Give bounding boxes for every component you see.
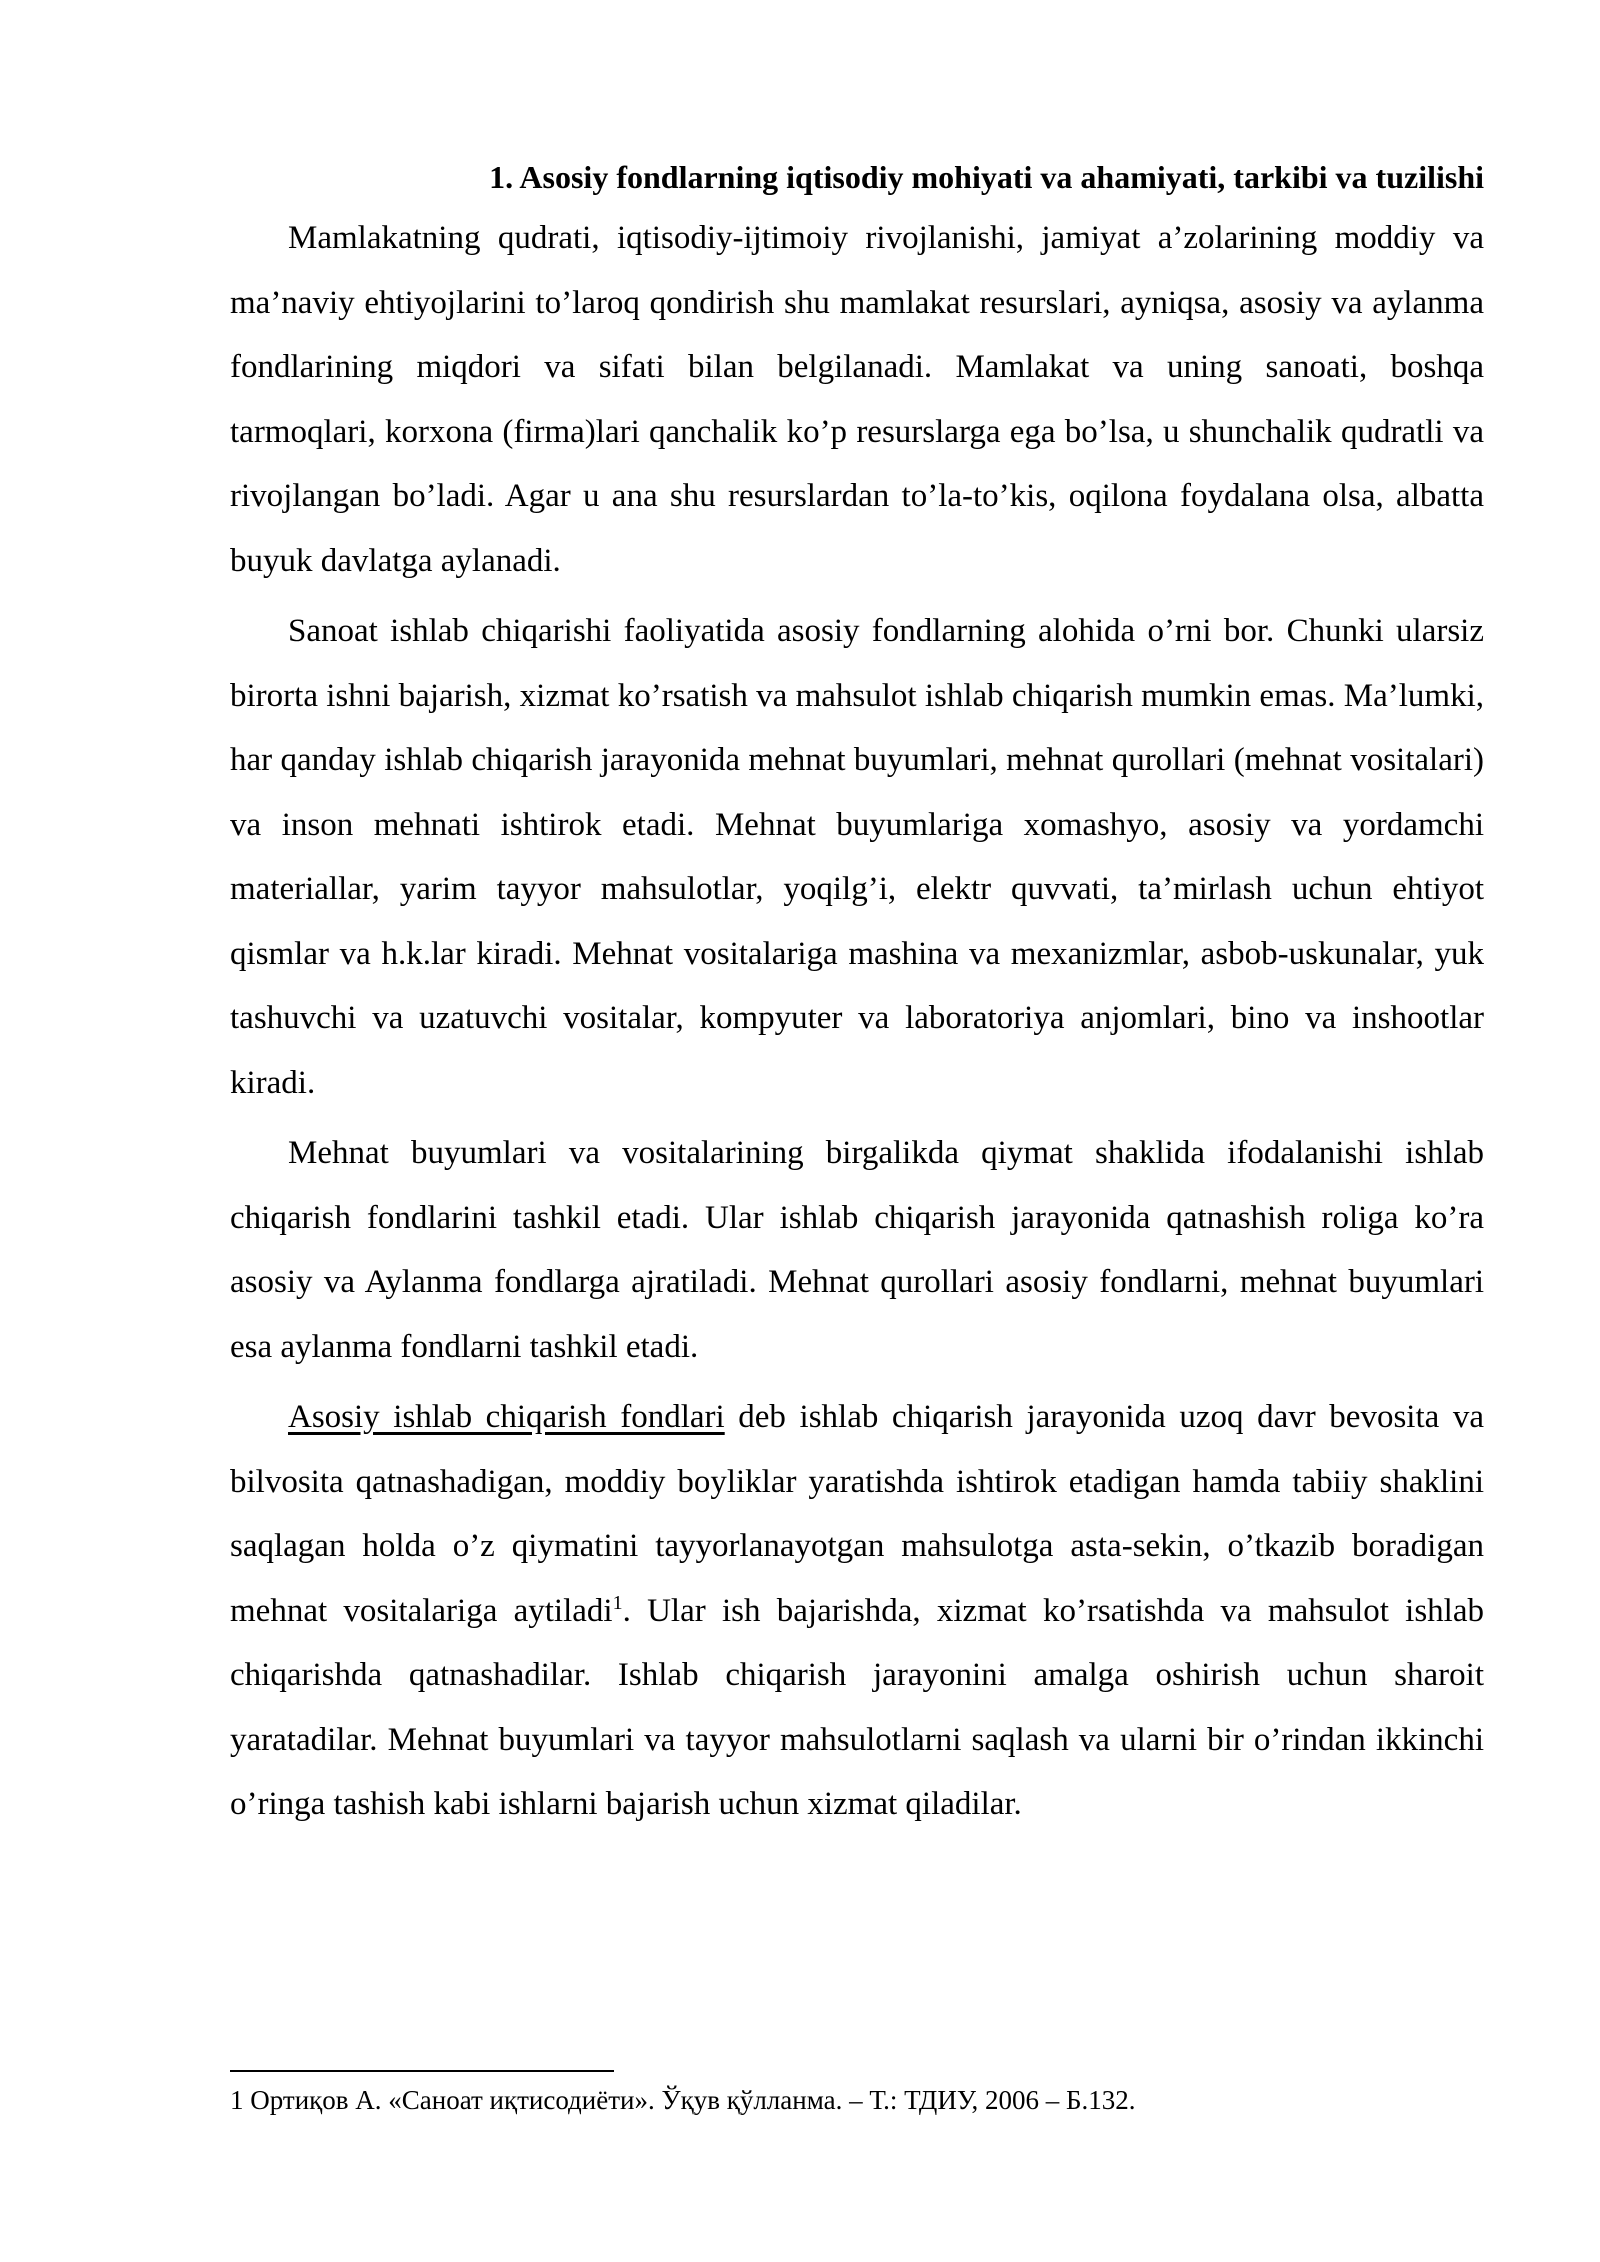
paragraph-4-text-before-note: deb ishlab chiqarish jarayonida uzoq davr bevosita va bilvosita qatnashadigan, moddiy boyliklar yaratishda ishtirok etadigan hamda tabiiy shaklini saqlagan holda o’z qiymatini tayyorlanayotgan mahsulotga asta-sekin, o’tkazib boradigan mehnat vositalariga aytiladi	[230, 1399, 1485, 1629]
section-heading: 1. Asosiy fondlarning iqtisodiy mohiyati va ahamiyati, tarkibi va tuzilishi	[489, 159, 1484, 195]
footnote: 1 Ортиқов А. «Саноат иқтисодиёти». Ўқув қўлланма. – Т.: ТДИУ, 2006 – Б.132.	[230, 2085, 1136, 2115]
footnote-reference[interactable]: 1	[612, 1591, 623, 1614]
paragraph-4-text-after-note: . Ular ish bajarishda, xizmat ko’rsatishda va mahsulot ishlab chiqarishda qatnashadilar. Ishlab chiqarish jarayonini amalga oshirish uchun sharoit yaratadilar. Mehnat buyumlari va tayyor mahsulotlarni saqlash va ularni bir o’rindan ikkinchi o’ringa tashish kabi ishlarni bajarish uchun xizmat qiladilar.	[230, 1592, 1484, 1822]
paragraph-4	[230, 1385, 1484, 1837]
paragraph-3: Mehnat buyumlari va vositalarining birgalikda qiymat shaklida ifodalanishi ishlab chiqarish fondlarini tashkil etadi. Ular ishlab chiqarish jarayonida qatnashish roliga ko’ra asosiy va Aylanma fondlarga ajratiladi. Mehnat qurollari asosiy fondlarni, mehnat buyumlari esa aylanma fondlarni tashkil etadi.	[230, 1135, 1484, 1365]
footnote-separator	[230, 2070, 614, 2072]
paragraph-1: Mamlakatning qudrati, iqtisodiy-ijtimoiy rivojlanishi, jamiyat a’zolarining moddiy va ma’naviy ehtiyojlarini to’laroq qondirish shu mamlakat resurslari, ayniqsa, asosiy va aylanma fondlarining miqdori va sifati bilan belgilanadi. Mamlakat va uning sanoati, boshqa tarmoqlari, korxona (firma)lari qanchalik ko’p resurslarga ega bo’lsa, u shunchalik qudratli va rivojlangan bo’ladi. Agar u ana shu resurslardan to’la-to’kis, oqilona foydalana olsa, albatta buyuk davlatga aylanadi.	[230, 220, 1484, 579]
paragraph-2: Sanoat ishlab chiqarishi faoliyatida asosiy fondlarning alohida o’rni bor. Chunki ularsiz birorta ishni bajarish, xizmat ko’rsatish va mahsulot ishlab chiqarish mumkin emas. Ma’lumki, har qanday ishlab chiqarish jarayonida mehnat buyumlari, mehnat qurollari (mehnat vositalari) va inson mehnati ishtirok etadi. Mehnat buyumlariga xomashyo, asosiy va yordamchi materiallar, yarim tayyor mahsulotlar, yoqilg’i, elektr quvvati, ta’mirlash uchun ehtiyot qismlar va h.k.lar kiradi. Mehnat vositalariga mashina va mexanizmlar, asbob-uskunalar, yuk tashuvchi va uzatuvchi vositalar, kompyuter va laboratoriya anjomlari, bino va inshootlar kiradi.	[230, 613, 1484, 1101]
defined-term: Asosiy ishlab chiqarish fondlari	[288, 1399, 725, 1435]
document-body	[230, 148, 1484, 1837]
